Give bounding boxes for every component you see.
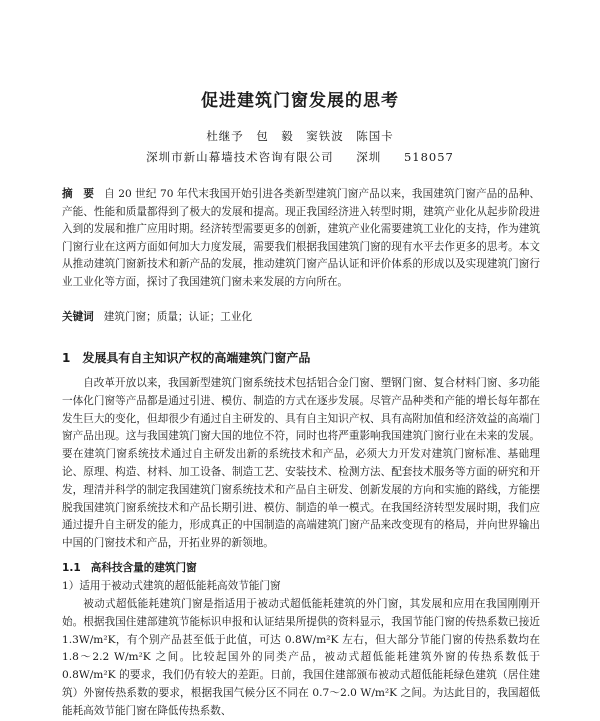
- list-item-heading: 1）适用于被动式建筑的超低能耗高效节能门窗: [62, 580, 281, 592]
- section-1-paragraph: 自改革开放以来，我国新型建筑门窗系统技术包括铝合金门窗、塑钢门窗、复合材料门窗、多功能一体化门窗等产品都是通过引进、模仿、制造的方式在逐步发展。尽管产品种类和产能的增长每年都在发生巨大的变化，但却很少有通过自主研发的、具有自主知识产权、具有高附加值和经济效益的高端门窗产品出现。这与我国建筑门窗大国的地位不符，同时也将严重影响我国建筑门窗行业在未来的发展。要在建筑门窗系统技术通过自主研发出新的系统技术和产品，必须大力开发对建筑门窗标准、基础理论、原理、构造、材料、加工设备、制造工艺、安装技术、检测方法、配套技术服务等方面的研究和开发，理清并科学的制定我国建筑门窗系统技术和产品自主研发、创新发展的方向和实施的路线，方能摆脱我国建筑门窗系统技术和产品长期引进、模仿、制造的单一模式。在我国经济转型发展时期，我们应通过提升自主研发的能力，形成真正的中国制造的高端建筑门窗产品来改变现有的格局，并向世界输出中国的门窗技术和产品，开拓业界的新领地。: [62, 377, 540, 550]
- author-list: 杜继予 包 毅 窦铁波 陈国卡: [206, 129, 394, 143]
- subsection-1-1-number: 1.1: [62, 562, 81, 574]
- section-1-heading: [62, 349, 310, 366]
- affiliation: [0, 149, 600, 165]
- subsection-1-1-paragraph: 被动式超低能耗建筑门窗是指适用于被动式超低能耗建筑的外门窗，其发展和应用在我国刚刚开始。根据我国住建部建筑节能标识申报和认证结果所提供的资料显示，我国节能门窗的传热系数已接近 1.3W/m²K，有个别产品甚至低于此值，可达 0.8W/m²K 左右，但大部分节能门窗的传热系数均在 1.8～2.2 W/m²K 之间。比较起国外的同类产品，被动式超低能耗建筑外窗的传热系数低于 0.8W/m²K 的要求，我们仍有较大的差距。日前，我国住建部颁布被动式超低能耗绿色建筑（居住建筑）外窗传热系数的要求，根据我国气候分区不同在 0.7～2.0 W/m²K 之间。为达此目的，我国超低能耗高效节能门窗在降低传热系数、: [62, 598, 540, 717]
- affiliation-city: 深圳: [356, 150, 382, 164]
- keywords-text: 建筑门窗；质量；认证；工业化: [103, 311, 253, 323]
- abstract: [62, 186, 540, 291]
- abstract-text: 自 20 世纪 70 年代末我国开始引进各类新型建筑门窗产品以来，我国建筑门窗产品的品种、产能、性能和质量都得到了极大的发展和提高。现正我国经济进入转型时期，建筑产业化从起步阶段进入到的发展和推广应用时期。经济转型需要更多的创新，建筑产业化需要建筑工业化的支持，作为建筑门窗行业在这两方面如何加大力度发展，需要我们根据我国建筑门窗的现有水平去作更多的思考。本文从推动建筑门窗新技术和新产品的发展，推动建筑门窗产品认证和评价体系的形成以及实现建筑门窗行业工业化等方面，探讨了我国建筑门窗未来发展的方向所在。: [62, 188, 541, 288]
- paper-title: 促进建筑门窗发展的思考: [201, 91, 399, 111]
- subsection-1-1-title: 高科技含量的建筑门窗: [90, 562, 197, 574]
- section-1-number: 1: [62, 351, 71, 365]
- subsection-1-1-heading: [62, 560, 197, 575]
- section-1-title: 发展具有自主知识产权的高端建筑门窗产品: [82, 351, 311, 365]
- keywords: [62, 309, 540, 325]
- abstract-label: 摘 要: [62, 188, 95, 200]
- affiliation-postcode: 518057: [403, 150, 454, 164]
- affiliation-org: 深圳市新山幕墙技术咨询有限公司: [146, 150, 334, 164]
- keywords-label: 关键词: [62, 311, 94, 323]
